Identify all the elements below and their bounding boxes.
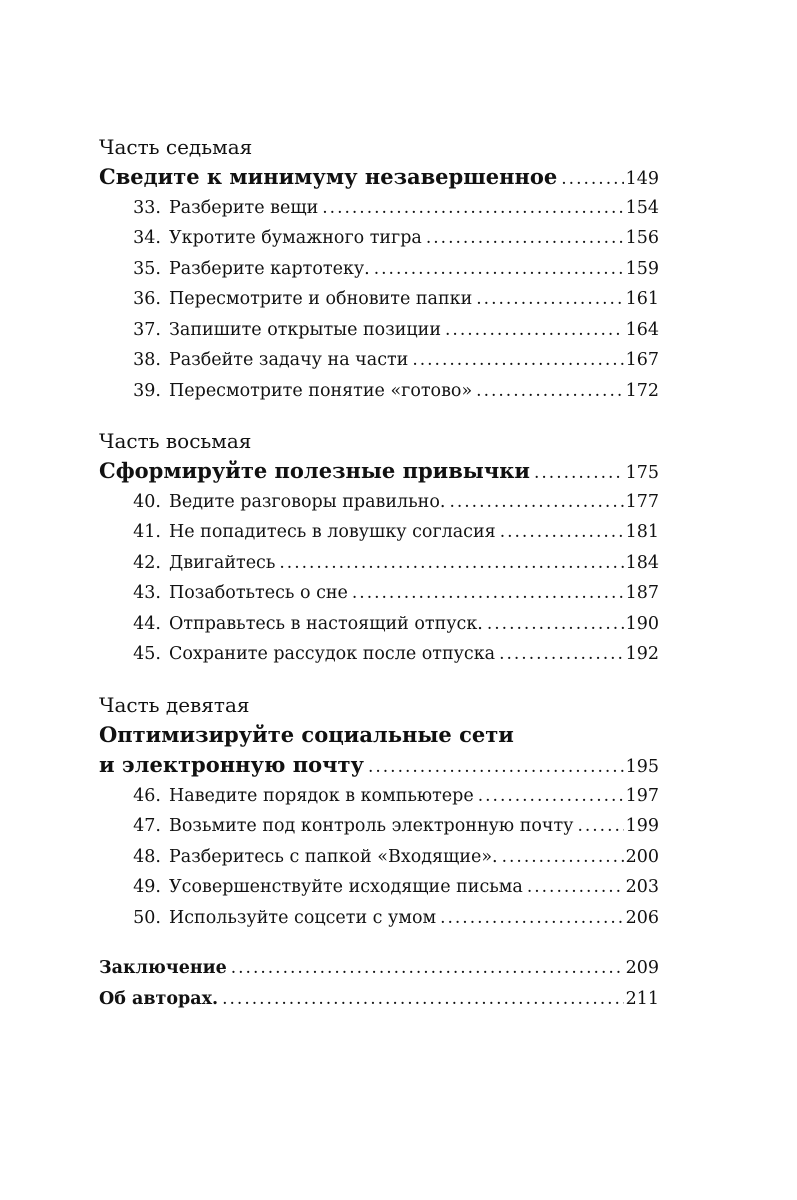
part-title-line[interactable] [99,750,659,781]
page-number: 175 [625,463,659,483]
page-number: 190 [625,613,659,634]
part-title: Сведите к минимуму незавершенное [99,164,558,189]
dot-leader [498,842,624,873]
toc-entry[interactable] [99,254,659,285]
chapter-number: 34. [133,228,161,248]
chapter-number: 38. [133,350,161,370]
part-seven [99,132,659,406]
toc-entry[interactable] [99,811,659,842]
chapter-number: 33. [133,197,161,218]
chapter-title: Не попадитесь в ловушку согласия [169,522,496,542]
part-title: и электронную почту [99,752,364,777]
dot-leader [523,872,624,903]
toc-entry[interactable] [99,609,659,640]
chapter-number: 45. [133,644,161,664]
chapter-title: Разберите вещи [169,197,319,218]
toc-entry[interactable] [99,903,659,934]
chapter-title: Пересмотрите понятие «готово» [169,380,473,401]
chapter-number: 46. [133,785,161,806]
chapter-title: Усовершенствуйте исходящие письма [169,877,523,897]
chapter-title: Укротите бумажного тигра [169,228,422,248]
chapter-title: Отправьтесь в настоящий отпуск. [169,613,483,634]
chapter-title: Запишите открытые позиции [169,319,442,340]
dot-leader [227,953,624,984]
dot-leader [441,315,624,346]
dot-leader [218,984,623,1015]
chapter-number: 50. [133,907,161,928]
chapter-number: 43. [133,583,161,603]
toc-entry[interactable] [99,517,659,548]
entry-title: Об авторах. [99,988,219,1009]
page-number: 184 [625,552,659,573]
page-number: 181 [625,522,659,542]
chapter-title: Наведите порядок в компьютере [169,785,474,806]
dot-leader [370,254,624,285]
dot-leader [445,487,623,518]
chapter-title: Разбейте задачу на части [169,350,409,370]
chapter-title: Двигайтесь [169,552,276,573]
part-title: Сформируйте полезные привычки [99,458,530,483]
page-number: 199 [625,816,659,836]
toc-entry[interactable] [99,193,659,224]
entry-title: Заключение [99,958,227,978]
chapter-title: Сохраните рассудок после отпуска [169,644,496,664]
dot-leader [422,223,624,254]
back-matter [99,953,659,1014]
chapter-number: 40. [133,491,161,512]
toc-entry[interactable] [99,223,659,254]
toc-entry[interactable] [99,639,659,670]
page-number: 149 [625,169,659,189]
chapter-title: Пересмотрите и обновите папки [169,289,473,309]
page-number: 159 [625,258,659,279]
page-number: 195 [625,757,659,777]
dot-leader [408,345,623,376]
toc-entry[interactable] [99,345,659,376]
page-number: 187 [625,583,659,603]
chapter-number: 47. [133,816,161,836]
page-number: 211 [625,988,659,1009]
part-nine [99,690,659,934]
table-of-contents [99,132,659,1014]
page-number: 177 [625,491,659,512]
toc-entry[interactable] [99,284,659,315]
toc-entry[interactable] [99,376,659,407]
page-number: 209 [625,958,659,978]
toc-entry[interactable] [99,315,659,346]
dot-leader [483,609,624,640]
dot-leader [557,164,623,195]
toc-entry-conclusion[interactable] [99,953,659,984]
page-number: 200 [625,846,659,867]
page-number: 154 [625,197,659,218]
dot-leader [348,578,624,609]
page-number: 161 [625,289,659,309]
toc-entry[interactable] [99,578,659,609]
chapter-number: 39. [133,380,161,401]
chapter-title: Ведите разговоры правильно. [169,491,446,512]
dot-leader [275,548,623,579]
toc-entry[interactable] [99,842,659,873]
chapter-number: 36. [133,289,161,309]
dot-leader [573,811,623,842]
page-number: 172 [625,380,659,401]
chapter-title: Разберитесь с папкой «Входящие». [169,846,498,867]
part-title-line[interactable] [99,162,659,193]
page-number: 156 [625,228,659,248]
part-label: Часть девятая [99,692,250,717]
toc-entry-about-authors[interactable] [99,984,659,1015]
dot-leader [496,517,624,548]
chapter-title: Возьмите под контроль электронную почту [169,816,574,836]
part-eight [99,426,659,670]
toc-entry[interactable] [99,781,659,812]
chapter-number: 48. [133,846,161,867]
dot-leader [318,193,623,224]
page-number: 203 [625,877,659,897]
chapter-title: Позаботьтесь о сне [169,583,348,603]
chapter-title: Используйте соцсети с умом [169,907,437,928]
chapter-title: Разберите картотеку. [169,258,370,279]
dot-leader [474,781,624,812]
toc-entry[interactable] [99,872,659,903]
chapter-number: 44. [133,613,161,634]
dot-leader [472,284,623,315]
page-number: 206 [625,907,659,928]
part-title-first-line: Оптимизируйте социальные сети [99,721,514,747]
toc-entry[interactable] [99,487,659,518]
chapter-number: 37. [133,319,161,340]
dot-leader [364,752,624,783]
page-number: 192 [625,644,659,664]
chapter-number: 41. [133,522,161,542]
chapter-number: 49. [133,877,161,897]
page-number: 167 [625,350,659,370]
dot-leader [530,458,624,489]
dot-leader [472,376,623,407]
part-title-line[interactable] [99,456,659,487]
toc-entry[interactable] [99,548,659,579]
page-number: 197 [625,785,659,806]
chapter-number: 42. [133,552,161,573]
dot-leader [436,903,624,934]
page-number: 164 [625,319,659,340]
part-label: Часть седьмая [99,135,253,159]
dot-leader [495,639,624,670]
chapter-number: 35. [133,258,161,279]
part-label: Часть восьмая [99,429,252,453]
